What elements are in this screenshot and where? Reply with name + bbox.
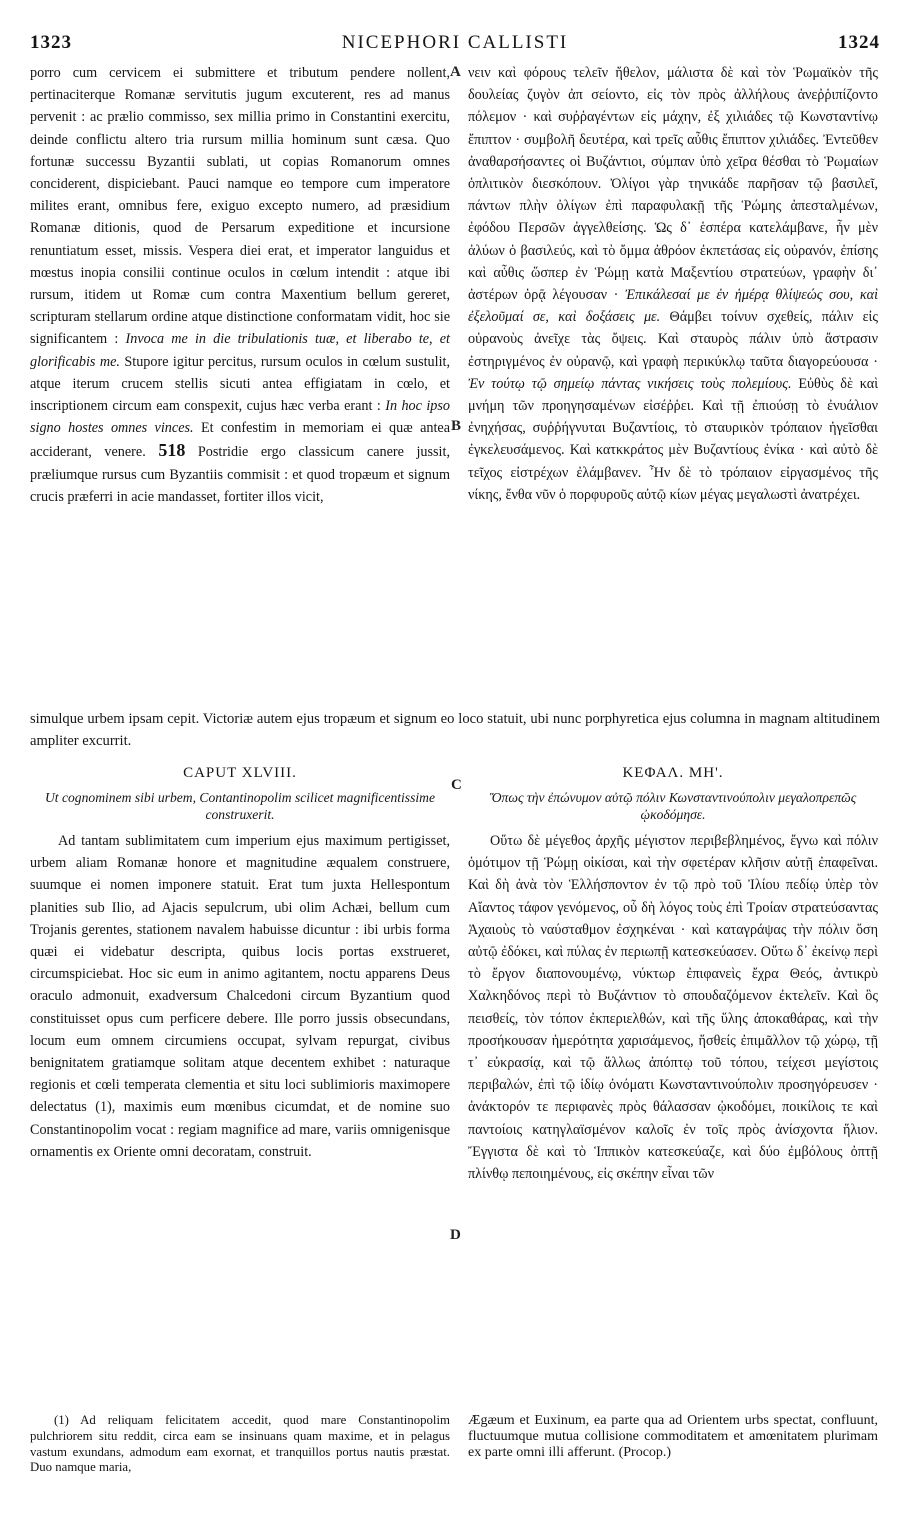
latin-chapter-subtitle: Ut cognominem sibi urbem, Contantinopolim scilicet magnificentissime construxerit. [44, 790, 436, 822]
greek-chapter-heading: ΚΕΦΑΛ. ΜΗ'. [622, 765, 724, 781]
latin-chapter-heading: CAPUT XLVIII. [183, 765, 297, 781]
left-page-number: 1323 [30, 32, 72, 53]
margin-letter-a: A [450, 64, 461, 80]
greek-chapter-subtitle: Ὅπως τὴν ἐπώνυμον αὐτῷ πόλιν Κωνσταντινούπολιν μεγαλοπρεπῶς ᾠκοδόμησε. [489, 790, 857, 822]
margin-letter-d: D [450, 1227, 461, 1243]
latin-chapter-text: Ad tantam sublimitatem cum imperium ejus maximum pertigisset, urbem aliam Romanæ honore et magnitudine æqualem construere, suumque ei nomen imponere statuit. Erat tum juxta Hellespontum planities sub Ilio, ad Ajacis sepulcrum, ubi olim Achæi, bellum cum Trojanis gerentes, stationem navalem habuisse dicuntur : ibi urbis forma quæi ei videbatur descripta, quibus locis portas exstrueret, circumspiciebat. Hoc sic eum in animo agitantem, noctu apparens Deus oraculo admonuit, exadversum Chalcedoni circum Byzantium quod constituisset opus cum perficere debere. Ille porro jussis obsecundans, locum eum omnem circumiens occupat, sylvam repurgat, civibus benignitatem gratiamque solitam atque decentem exhibet : naturaque regionis et cœli temperata clementia et situ loci sublimioris maximopere delectatus (1), maximis eum mœnibus cicumdat, et de nomine suo Constantinopolim vocat : regiam magnifice ad mare, variis omnigenisque ornamentis ex Oriente omni decoratam, construit. [30, 833, 450, 1160]
margin-letter-b: B [451, 418, 462, 434]
greek-quote: Ἐν τούτῳ τῷ σημείῳ πάντας νικήσεις τοὺς πολεμίους. [468, 375, 792, 392]
running-title: NICEPHORI CALLISTI [341, 32, 569, 53]
greek-text: Εὐθὺς δὲ καὶ μνήμη τῶν προηγησαμένων εἰσέῤῥει. Καὶ τῇ ἐπιούσῃ τὸ ἐνυάλιον ἐνηχήσας, συῤῥήγνυται Βυζαντίοις, τὸ σταυρικὸν τρόπαιον ἡγεῖσθαι ἐγκελευσάμενος. Καὶ κατκκράτος μὲν Βυζαντίους ἐνίκα · καὶ αὐτὸ δὲ τεῖχος εἰστρέχων ἐλάμβανεν. Ἦν δὲ τὸ τρόπαιον εἰργασμένος τῆς νίκης, ἔνθα νῦν ὁ πορφυροῦς αὐτῷ κίων μέγας μεγαλωστὶ ἀνατρέχει. [468, 375, 879, 503]
right-page-number: 1324 [838, 32, 880, 53]
latin-text: porro cum cervicem ei submittere et tributum pendere nollent, pertinaciterque Romanæ servitutis jugum excuterent, res ad manus pervenit : ac prælio commisso, sex millia primo in Constantini exercitu, deinde conflictu altero tria rursum millia hominum sunt cæsa. Quo fortunæ successu Byzantii sublati, ut copias Romanorum omnes conciderent, dispiciebant. Pauci namque eo tempore cum imperatore milites erant, omnibus fere, exiguo excepto numero, ad præsidium Romanæ ditionis, quod de Persarum expeditione et incursione renuntiatum esset, missis. Vespera diei erat, et imperator languidus et mœstus inopia consilii continue oculos in cœlum intendit : atque ibi rursum, itidem ut Romæ cum contra Maxentium bellum gereret, scripturam stellarum ordine atque distinctione conformatam vidit, hoc sie significantem : [30, 65, 450, 348]
latin-quote: In hoc ipso signo hostes omnes vinces. [30, 398, 450, 437]
page-marker: 518 [158, 440, 186, 461]
greek-column-top [468, 62, 878, 506]
latin-spanning-paragraph: simulque urbem ipsam cepit. Victoriæ autem ejus tropæum et signum eo loco statuit, ubi nunc porphyretica ejus columna in magnam altitudinem ampliter excurrit. [30, 711, 880, 749]
running-header [30, 32, 880, 58]
greek-text: Θάμβει τοίνυν σχεθείς, πάλιν εἰς οὐρανοὺς ἀνεῖχε τὰς ὄψεις. Καὶ σταυρὸς πάλιν ὑπὸ ἄστρασιν ἐστηριγμένος ἐν οὐρανῷ, καὶ γραφὴ περικύκλῳ ταῦτα διαγορεύουσα · [468, 309, 878, 370]
footnote-right: Ægæum et Euxinum, ea parte qua ad Orientem urbs spectat, confluunt, fluctuumque mutua collisione commoditatem et amœnitatem plurimam ex parte omni illi afferunt. (Procop.) [468, 1413, 878, 1460]
greek-quote: Ἐπικάλεσαί με ἐν ἡμέρᾳ θλίψεώς σου, καὶ ἐξελοῦμαί σε, καὶ δοξάσεις με. [468, 287, 879, 326]
greek-chapter-text: Οὕτω δὲ μέγεθος ἀρχῆς μέγιστον περιβεβλημένος, ἔγνω καὶ πόλιν ὁμότιμον τῇ Ῥώμῃ οἰκίσαι, καὶ τὴν σφετέραν κλῆσιν αὐτῇ ἐπαφεῖναι. Καὶ δὴ ἀνὰ τὸν Ἑλλήσποντον ἐν τῷ πρὸ τοῦ Ἰλίου πεδίῳ ὑπὲρ τὸν Αἴαντος τάφον γενόμενος, οὗ δὴ λόγος τοὺς ἐπὶ Τροίαν στρατεύσαντας Ἀχαιοὺς τὸ ναύσταθμον ἐσχηκέναι · καὶ καταγράψας τὴν πόλιν ὅση αὐτῷ ἐδόκει, καὶ πύλας ἐν περιωπῇ κατεσκεύασεν. Οὕτω δ᾽ ἐκείνῳ περὶ τὸ ἔργον διαπονουμένῳ, νύκτωρ ἐπιφανεὶς ἔχρα Θεός, ἀντικρὺ Χαλκηδόνος περὶ τὸ Βυζάντιον τὸ σπουδαζόμενον ἐκτελεῖν. Καὶ ὃς πεισθείς, τὸν τόπον ἐκπεριελθών, καὶ τῆς ὕλης ἀποκαθάρας, καὶ τὴν προσήκουσαν ἡμερότητα χαρισάμενος, ἥσθείς ἐπιμᾶλλον τῷ χώρῳ, τῇ τ᾽ εὐκρασίᾳ, καὶ τῷ ἄλλως ἀπόπτῳ τοῦ τόπου, τείχεσι μεγίστοις περιβαλών, ἐπὶ τῷ ἰδίῳ ὀνόματι Κωνσταντινούπολιν προσηγόρευσεν · ἀνάκτορόν τε περιφανὲς πρὸς θάλασσαν ᾠκοδόμει, ποικίλοις τε καὶ παντοίοις κατηγλαϊσμένον καλοῖς ἐν τοῖς πρὸς ἀνίσχοντα ἥλιον. Ἔγγιστα δὲ καὶ τὸ Ἱππικὸν κατεσκεύαζε, καὶ δύο ἐμβόλους ὀπτῇ πλίνθῳ πεποιημένους, εἰς σκέπην εἶναι τῶν [468, 833, 878, 1183]
greek-text: νειν καὶ φόρους τελεῖν ἤθελον, μάλιστα δὲ καὶ τὸν Ῥωμαϊκὸν τῆς δουλείας ζυγὸν ἀπ σείοντο, εἰς τὸν πρὸς ἀλλήλους ἀνεῤῥιπίζοντο πόλεμον · καὶ συῤῥαγέντων εἰς μάχην, ἐξ χιλιάδες τῷ Κωνσταντίνῳ ἔπιπτον · συμβολῆ δευτέρα, καὶ τρεῖς αὖθις ἔπιπτον χιλιάδες. Ἐντεῦθεν ἀναθαρσήσαντες οἱ Βυζάντιοι, σύμπαν ὑπὸ χεῖρα θέσθαι τὸ Ῥωμαίων ὁπλιτικὸν διεσκόπουν. Ὀλίγοι γὰρ τηνικάδε παρῆσαν τῷ βασιλεῖ, πάντων πλὴν ὀλίγων ἐπὶ παραφυλακῇ τῆς Ῥώμης ἀπεσταλμένων, ἐφόδου Περσῶν ἀγγελθείσης. Ὡς δ᾽ ἑσπέρα κατελάμβανε, ἦν μὲν ἀλύων ὁ βασιλεύς, καὶ τὸ ὄμμα ἀθρόον ἐκπετάσας εἰς οὐρανόν, ἐπίσης καὶ αὖθις ὥσπερ ἐν Ῥώμῃ κατὰ Μαξεντίου στρατεύων, γραφὴν δι᾽ ἀστέρων ὁρᾷ λέγουσαν · [468, 65, 878, 304]
margin-letter-c: C [451, 777, 462, 793]
latin-text: Postridie ergo classicum canere jussit, præliumque rursus cum Byzantiis commisit : et quod tropæum et signum crucis præferri in acie mandasset, fortiter illos vicit, [30, 444, 450, 505]
latin-column-top [30, 62, 450, 508]
footnote-left: (1) Ad reliquam felicitatem accedit, quod mare Constantinopolim pulchriorem situ reddit, circa eam se insinuans quam maxime, et in pelagus vastum exundans, admodum eam exornat, et tranquillos portus nautis præstat. Duo namque maria, [30, 1413, 450, 1475]
latin-text: Et confestim in memoriam ei quæ antea acciderant, venere. [30, 420, 450, 461]
latin-text: Stupore igitur percitus, rursum oculos in cœlum sustulit, atque iterum crucem stellis sicuti antea effigiatam in cœlo, et inscriptionem circum eam conspexit, cujus hæc verba erant : [30, 353, 451, 415]
latin-quote: Invoca me in die tribulationis tuæ, et liberabo te, et glorificabis me. [30, 331, 451, 370]
